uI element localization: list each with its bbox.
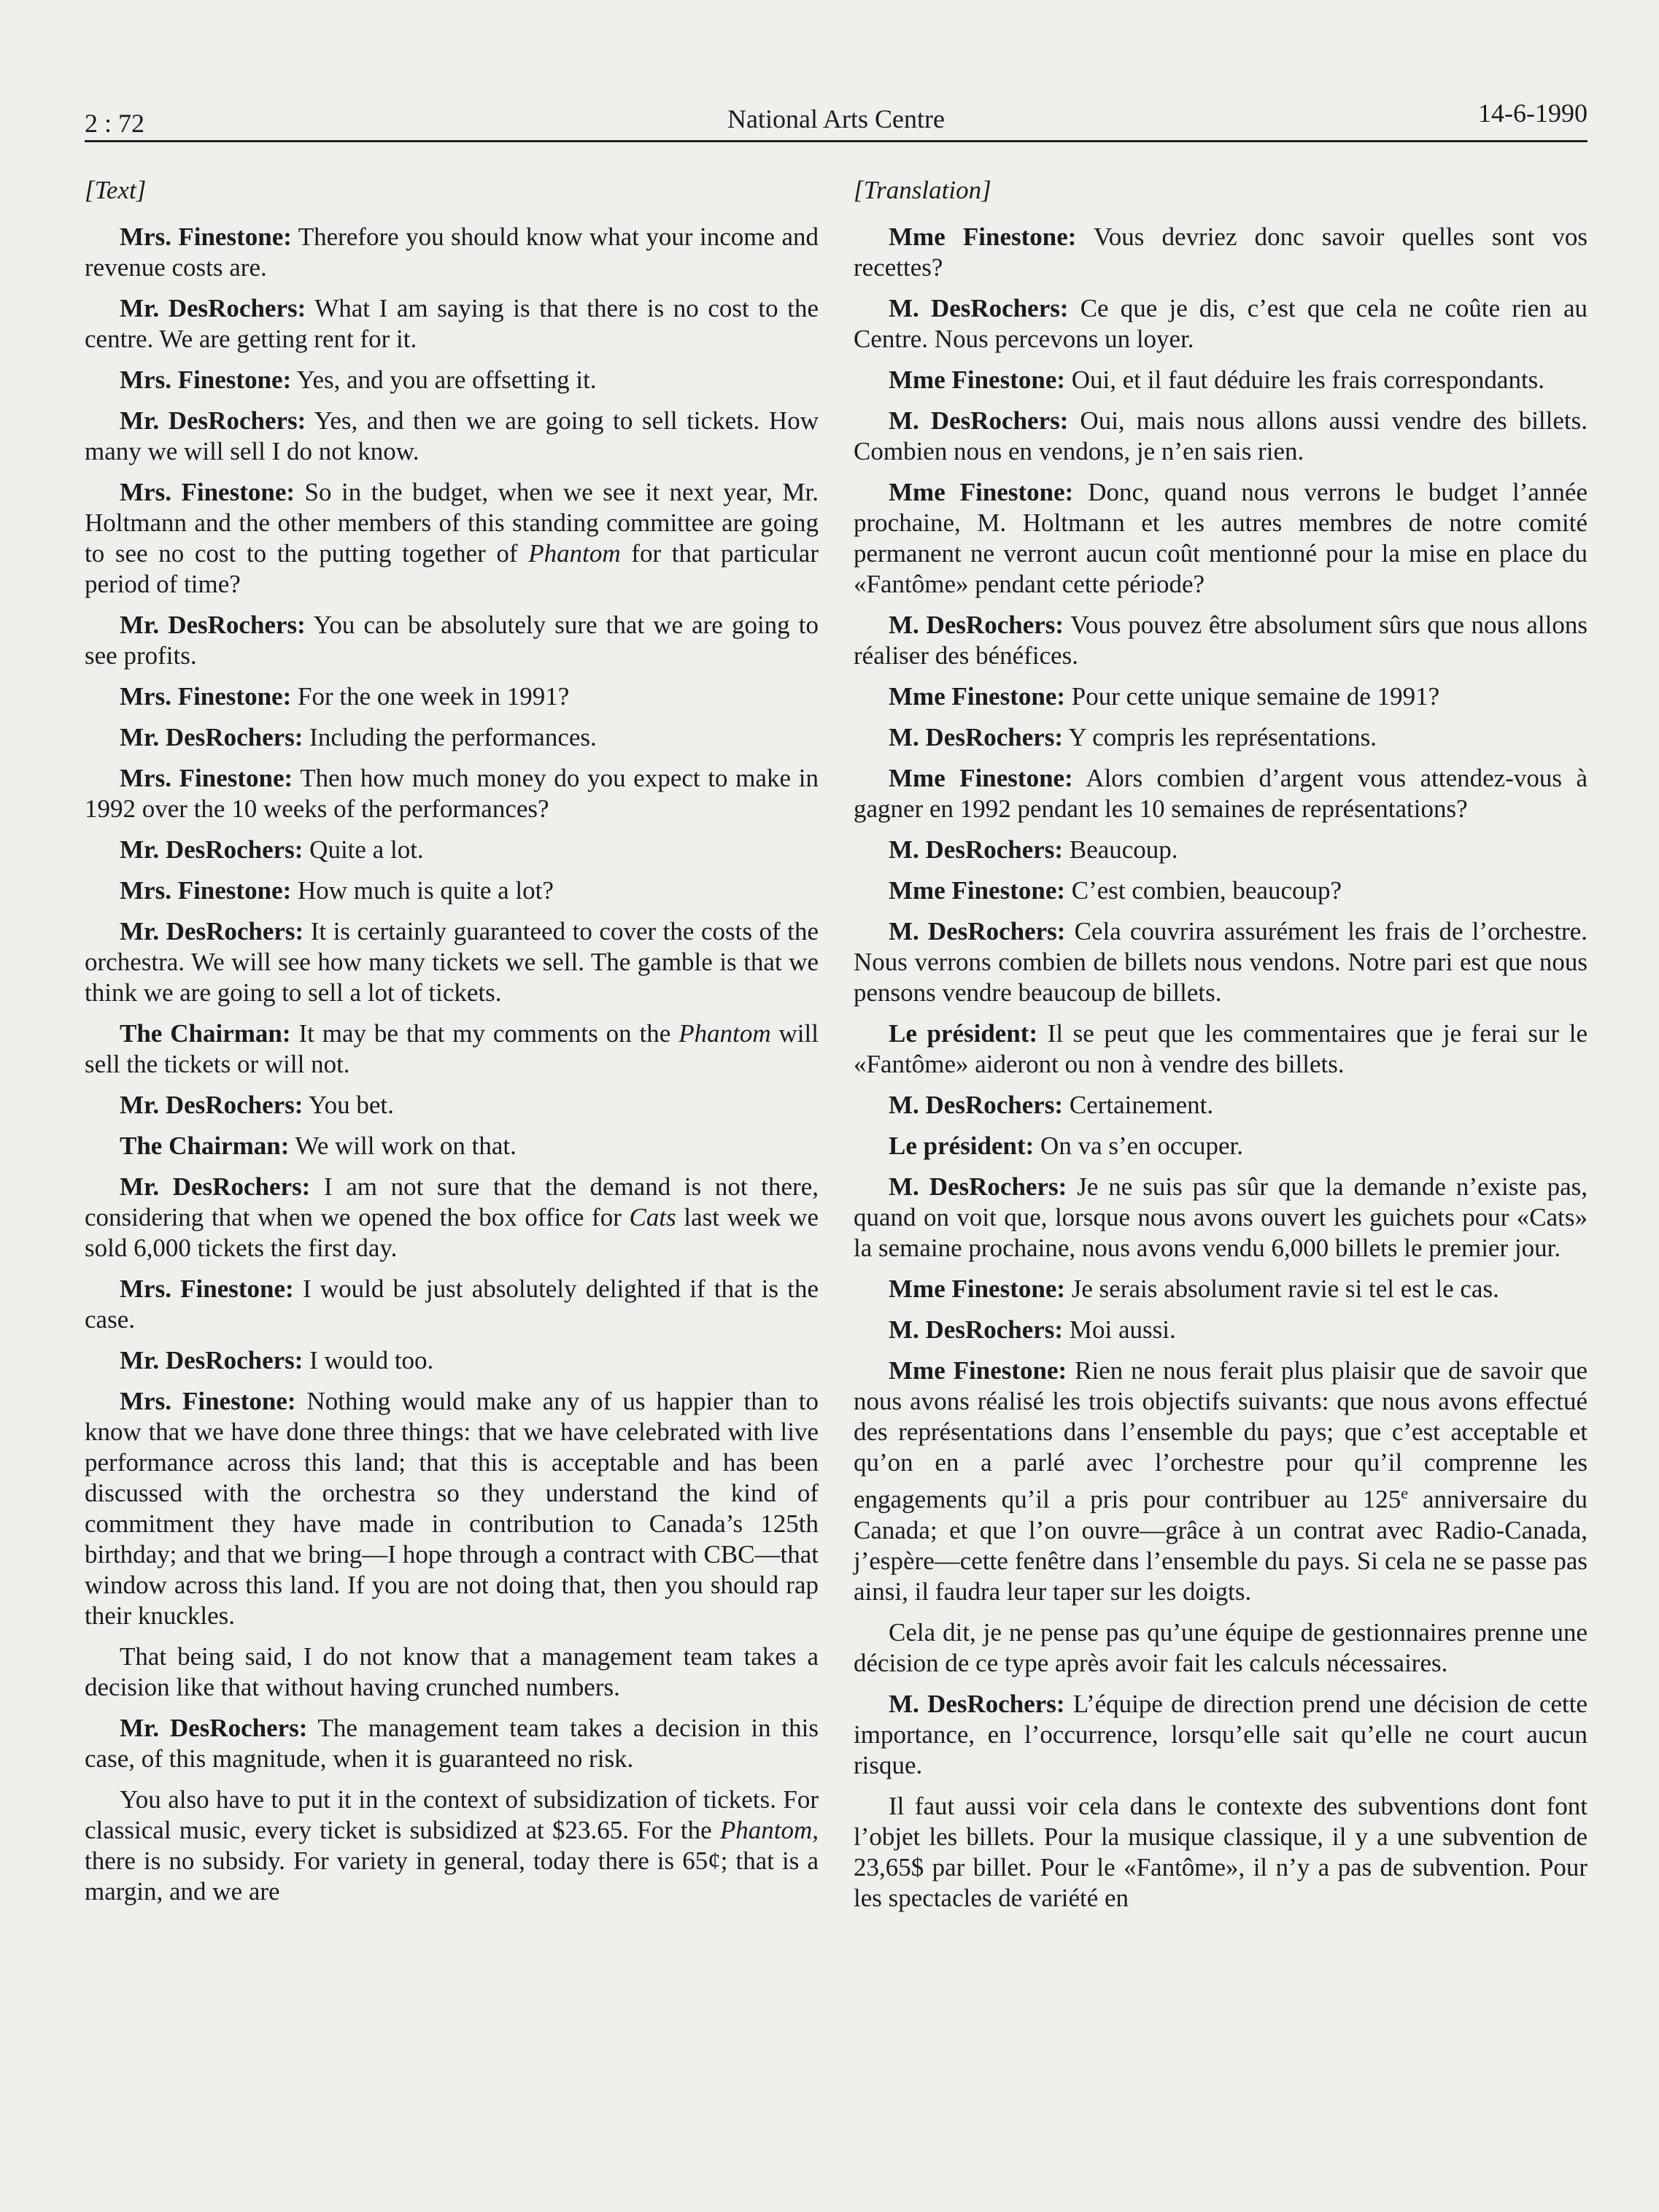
- speaker-name: M. DesRochers:: [889, 406, 1069, 435]
- paragraph: [85, 1274, 819, 1335]
- speaker-name: Mrs. Finestone:: [120, 1387, 296, 1415]
- speaker-name: Mme Finestone:: [889, 366, 1066, 394]
- paragraph: [854, 1090, 1588, 1121]
- speaker-name: Mrs. Finestone:: [120, 223, 292, 251]
- paragraph: [85, 1018, 819, 1080]
- paragraph-text-cont: for that particular period of time?: [85, 539, 819, 598]
- paragraph: [85, 722, 819, 753]
- italic-title: Phantom,: [719, 1816, 819, 1844]
- italic-title: Cats: [629, 1203, 676, 1231]
- paragraph: [85, 1090, 819, 1121]
- paragraph-text: L’équipe de direction prend une décision de cette importance, en l’occurrence, lorsqu’elle sait qu’elle ne court aucun risque.: [854, 1689, 1588, 1779]
- paragraph-text-cont: anniversaire du Canada; et que l’on ouvre—grâce à un contrat avec Radio-Canada, j’espère—cette fenêtre dans l’ensemble du pays. Si cela ne se passe pas ainsi, il faudra leur taper sur les doigts.: [854, 1485, 1588, 1606]
- paragraph: [854, 875, 1588, 906]
- paragraph: [854, 610, 1588, 671]
- paragraph: [854, 1315, 1588, 1345]
- paragraph-text: Y compris les représentations.: [1063, 723, 1377, 751]
- speaker-name: Mr. DesRochers:: [120, 294, 306, 322]
- paragraph-text: Je ne suis pas sûr que la demande n’existe pas, quand on voit que, lorsque nous avons ouvert les guichets pour «Cats» la semaine prochaine, nous avons vendu 6,000 billets le premier jour.: [854, 1172, 1588, 1262]
- paragraph: [854, 406, 1588, 467]
- speaker-name: M. DesRochers:: [889, 611, 1064, 639]
- speaker-name: Mrs. Finestone:: [120, 682, 292, 711]
- speaker-name: M. DesRochers:: [889, 917, 1066, 945]
- paragraph: [854, 1018, 1588, 1080]
- paragraph-text: Cela couvrira assurément les frais de l’orchestre. Nous verrons combien de billets nous vendons. Notre pari est que nous pensons vendre beaucoup de billets.: [854, 917, 1588, 1007]
- paragraph-text: Moi aussi.: [1063, 1315, 1176, 1344]
- paragraph-text: Rien ne nous ferait plus plaisir que de savoir que nous avons réalisé les trois objectifs suivants: que nous avons effectué des représentations dans l’ensemble du pays; que c’est acceptable et qu’on en a parlé avec l’orchestre pour qu’il comprenne les engagements qu’il a pris pour contribuer au 125: [854, 1356, 1588, 1514]
- paragraph-text: Vous devriez donc savoir quelles sont vos recettes?: [854, 223, 1588, 282]
- french-paragraphs: [854, 222, 1588, 1914]
- paragraph-text: You also have to put it in the context of subsidization of tickets. For classical music, every ticket is subsidized at $23.65. For the: [85, 1785, 819, 1844]
- paragraph-text: I would be just absolutely delighted if that is the case.: [85, 1275, 819, 1334]
- paragraph: [854, 477, 1588, 600]
- paragraph: [85, 1784, 819, 1907]
- publication-title: National Arts Centre: [727, 104, 945, 134]
- paragraph-text: Ce que je dis, c’est que cela ne coûte rien au Centre. Nous percevons un loyer.: [854, 294, 1588, 353]
- page-header: [85, 95, 1588, 142]
- speaker-name: M. DesRochers:: [889, 1315, 1064, 1344]
- paragraph-text: Therefore you should know what your income and revenue costs are.: [85, 223, 819, 282]
- paragraph: [854, 1172, 1588, 1264]
- paragraph-text: Nothing would make any of us happier than to know that we have done three things: that we have celebrated with live performance across this land; that this is acceptable and has been discussed with the orchestra so they understand the kind of commitment they have made in contribution to Canada’s 125th birthday; and that we bring—I hope through a contract with CBC—that window across this land. If you are not doing that, then you should rap their knuckles.: [85, 1387, 819, 1630]
- paragraph-text: Pour cette unique semaine de 1991?: [1065, 682, 1440, 711]
- translation-tag-label: [Translation]: [854, 176, 991, 204]
- paragraph: [854, 763, 1588, 824]
- paragraph-text: What I am saying is that there is no cost to the centre. We are getting rent for it.: [85, 294, 819, 353]
- paragraph-text: Je serais absolument ravie si tel est le cas.: [1065, 1275, 1499, 1303]
- speaker-name: Mr. DesRochers:: [120, 1346, 303, 1374]
- speaker-name: Mr. DesRochers:: [120, 835, 303, 864]
- paragraph-text: You bet.: [303, 1091, 394, 1119]
- paragraph: [85, 1713, 819, 1774]
- paragraph-text: Then how much money do you expect to make in 1992 over the 10 weeks of the performances?: [85, 764, 819, 823]
- english-column: [85, 175, 819, 1917]
- italic-title: Phantom: [678, 1019, 771, 1048]
- speaker-name: Le président:: [889, 1132, 1035, 1160]
- paragraph-text: Oui, et il faut déduire les frais correspondants.: [1065, 366, 1545, 394]
- paragraph-text: C’est combien, beaucoup?: [1065, 876, 1342, 905]
- paragraph: [854, 1274, 1588, 1304]
- speaker-name: Mr. DesRochers:: [120, 1091, 303, 1119]
- header-date: 14-6-1990: [1478, 98, 1588, 128]
- speaker-name: M. DesRochers:: [889, 1172, 1067, 1201]
- paragraph: [854, 835, 1588, 865]
- paragraph-text: Yes, and you are offsetting it.: [291, 366, 597, 394]
- speaker-name: Mrs. Finestone:: [120, 1275, 294, 1303]
- paragraph-text: Alors combien d’argent vous attendez-vous à gagner en 1992 pendant les 10 semaines de représentations?: [854, 764, 1588, 823]
- page-number: 2 : 72: [85, 109, 145, 138]
- paragraph: [85, 1641, 819, 1703]
- speaker-name: Mrs. Finestone:: [120, 876, 292, 905]
- paragraph-text: Quite a lot.: [303, 835, 424, 864]
- superscript: e: [1401, 1484, 1408, 1502]
- paragraph-text-cont: there is no subsidy. For variety in general, today there is 65¢; that is a margin, and we are: [85, 1846, 819, 1906]
- paragraph: [85, 610, 819, 671]
- paragraph-text: On va s’en occuper.: [1034, 1132, 1243, 1160]
- speaker-name: Mme Finestone:: [889, 682, 1066, 711]
- speaker-name: M. DesRochers:: [889, 1689, 1065, 1718]
- speaker-name: Mr. DesRochers:: [120, 723, 303, 751]
- paragraph: [854, 365, 1588, 395]
- paragraph: [85, 681, 819, 712]
- paragraph: [854, 222, 1588, 283]
- paragraph: [85, 763, 819, 824]
- paragraph: [85, 222, 819, 283]
- translation-tag: [854, 175, 1588, 206]
- paragraph-text: Vous pouvez être absolument sûrs que nous allons réaliser des bénéfices.: [854, 611, 1588, 670]
- paragraph-text: That being said, I do not know that a management team takes a decision like that without having crunched numbers.: [85, 1642, 819, 1701]
- italic-title: Phantom: [528, 539, 621, 568]
- paragraph: [854, 293, 1588, 355]
- speaker-name: Mme Finestone:: [889, 764, 1073, 792]
- speaker-name: Mrs. Finestone:: [120, 478, 295, 506]
- speaker-name: Mme Finestone:: [889, 1356, 1067, 1385]
- paragraph-text: I am not sure that the demand is not there, considering that when we opened the box office for: [85, 1172, 819, 1231]
- speaker-name: The Chairman:: [120, 1019, 291, 1048]
- paragraph: [85, 875, 819, 906]
- paragraph: [85, 1131, 819, 1161]
- french-column: [854, 175, 1588, 1924]
- paragraph-text: Yes, and then we are going to sell tickets. How many we will sell I do not know.: [85, 406, 819, 465]
- paragraph: [85, 916, 819, 1008]
- paragraph-text: For the one week in 1991?: [291, 682, 570, 711]
- paragraph: [854, 916, 1588, 1008]
- speaker-name: M. DesRochers:: [889, 835, 1064, 864]
- paragraph: [85, 293, 819, 355]
- paragraph: [854, 1689, 1588, 1781]
- paragraph: [854, 1791, 1588, 1914]
- paragraph: [85, 1172, 819, 1264]
- paragraph-text: It is certainly guaranteed to cover the costs of the orchestra. We will see how many tickets we sell. The gamble is that we think we are going to sell a lot of tickets.: [85, 917, 819, 1007]
- paragraph-text: Cela dit, je ne pense pas qu’une équipe de gestionnaires prenne une décision de ce type après avoir fait les calculs nécessaires.: [854, 1617, 1588, 1677]
- paragraph-text: I would too.: [303, 1346, 434, 1374]
- speaker-name: Mr. DesRochers:: [120, 1714, 308, 1742]
- paragraph: [854, 1617, 1588, 1679]
- paragraph: [854, 681, 1588, 712]
- speaker-name: Mr. DesRochers:: [120, 917, 304, 945]
- paragraph-text: Donc, quand nous verrons le budget l’année prochaine, M. Holtmann et les autres membres de notre comité permanent ne verront aucun coût mentionné pour la mise en place du «Fantôme» pendant cette période?: [854, 478, 1588, 598]
- speaker-name: Mrs. Finestone:: [120, 366, 292, 394]
- paragraph-text: You can be absolutely sure that we are going to see profits.: [85, 611, 819, 670]
- paragraph-text: Beaucoup.: [1063, 835, 1178, 864]
- paragraph: [854, 1131, 1588, 1161]
- paragraph-text: Certainement.: [1063, 1091, 1214, 1119]
- paragraph: [85, 406, 819, 467]
- paragraph-text-cont: will sell the tickets or will not.: [85, 1019, 819, 1078]
- text-tag-label: [Text]: [85, 176, 147, 204]
- english-paragraphs: [85, 222, 819, 1907]
- paragraph: [85, 477, 819, 600]
- speaker-name: Mme Finestone:: [889, 876, 1066, 905]
- speaker-name: Le président:: [889, 1019, 1038, 1048]
- paragraph: [85, 365, 819, 395]
- paragraph: [85, 835, 819, 865]
- paragraph: [854, 722, 1588, 753]
- speaker-name: Mr. DesRochers:: [120, 1172, 311, 1201]
- paragraph-text: Il faut aussi voir cela dans le contexte des subventions dont font l’objet les billets. Pour la musique classique, il y a une subvention de 23,65$ par billet. Pour le «Fantôme», il n’y a pas de subvention. Pour les spectacles de variété en: [854, 1791, 1588, 1912]
- paragraph-text: Il se peut que les commentaires que je ferai sur le «Fantôme» aideront ou non à vendre des billets.: [854, 1019, 1588, 1078]
- paragraph-text: Oui, mais nous allons aussi vendre des billets. Combien nous en vendons, je n’en sais rien.: [854, 406, 1588, 465]
- text-tag: [85, 175, 819, 206]
- paragraph-text: The management team takes a decision in this case, of this magnitude, when it is guaranteed no risk.: [85, 1714, 819, 1773]
- paragraph-text-cont: last week we sold 6,000 tickets the first day.: [85, 1203, 819, 1262]
- speaker-name: Mr. DesRochers:: [120, 611, 306, 639]
- speaker-name: Mme Finestone:: [889, 223, 1077, 251]
- speaker-name: Mr. DesRochers:: [120, 406, 306, 435]
- paragraph: [854, 1356, 1588, 1607]
- paragraph-text: Including the performances.: [303, 723, 597, 751]
- speaker-name: Mme Finestone:: [889, 1275, 1066, 1303]
- speaker-name: Mme Finestone:: [889, 478, 1074, 506]
- paragraph: [85, 1386, 819, 1631]
- speaker-name: Mrs. Finestone:: [120, 764, 293, 792]
- paragraph-text: So in the budget, when we see it next year, Mr. Holtmann and the other members of this standing committee are going to see no cost to the putting together of: [85, 478, 819, 568]
- paragraph-text: How much is quite a lot?: [291, 876, 554, 905]
- speaker-name: M. DesRochers:: [889, 1091, 1064, 1119]
- speaker-name: M. DesRochers:: [889, 294, 1069, 322]
- paragraph-text: We will work on that.: [289, 1132, 517, 1160]
- speaker-name: The Chairman:: [120, 1132, 290, 1160]
- paragraph: [85, 1345, 819, 1376]
- speaker-name: M. DesRochers:: [889, 723, 1064, 751]
- paragraph-text: It may be that my comments on the: [290, 1019, 679, 1048]
